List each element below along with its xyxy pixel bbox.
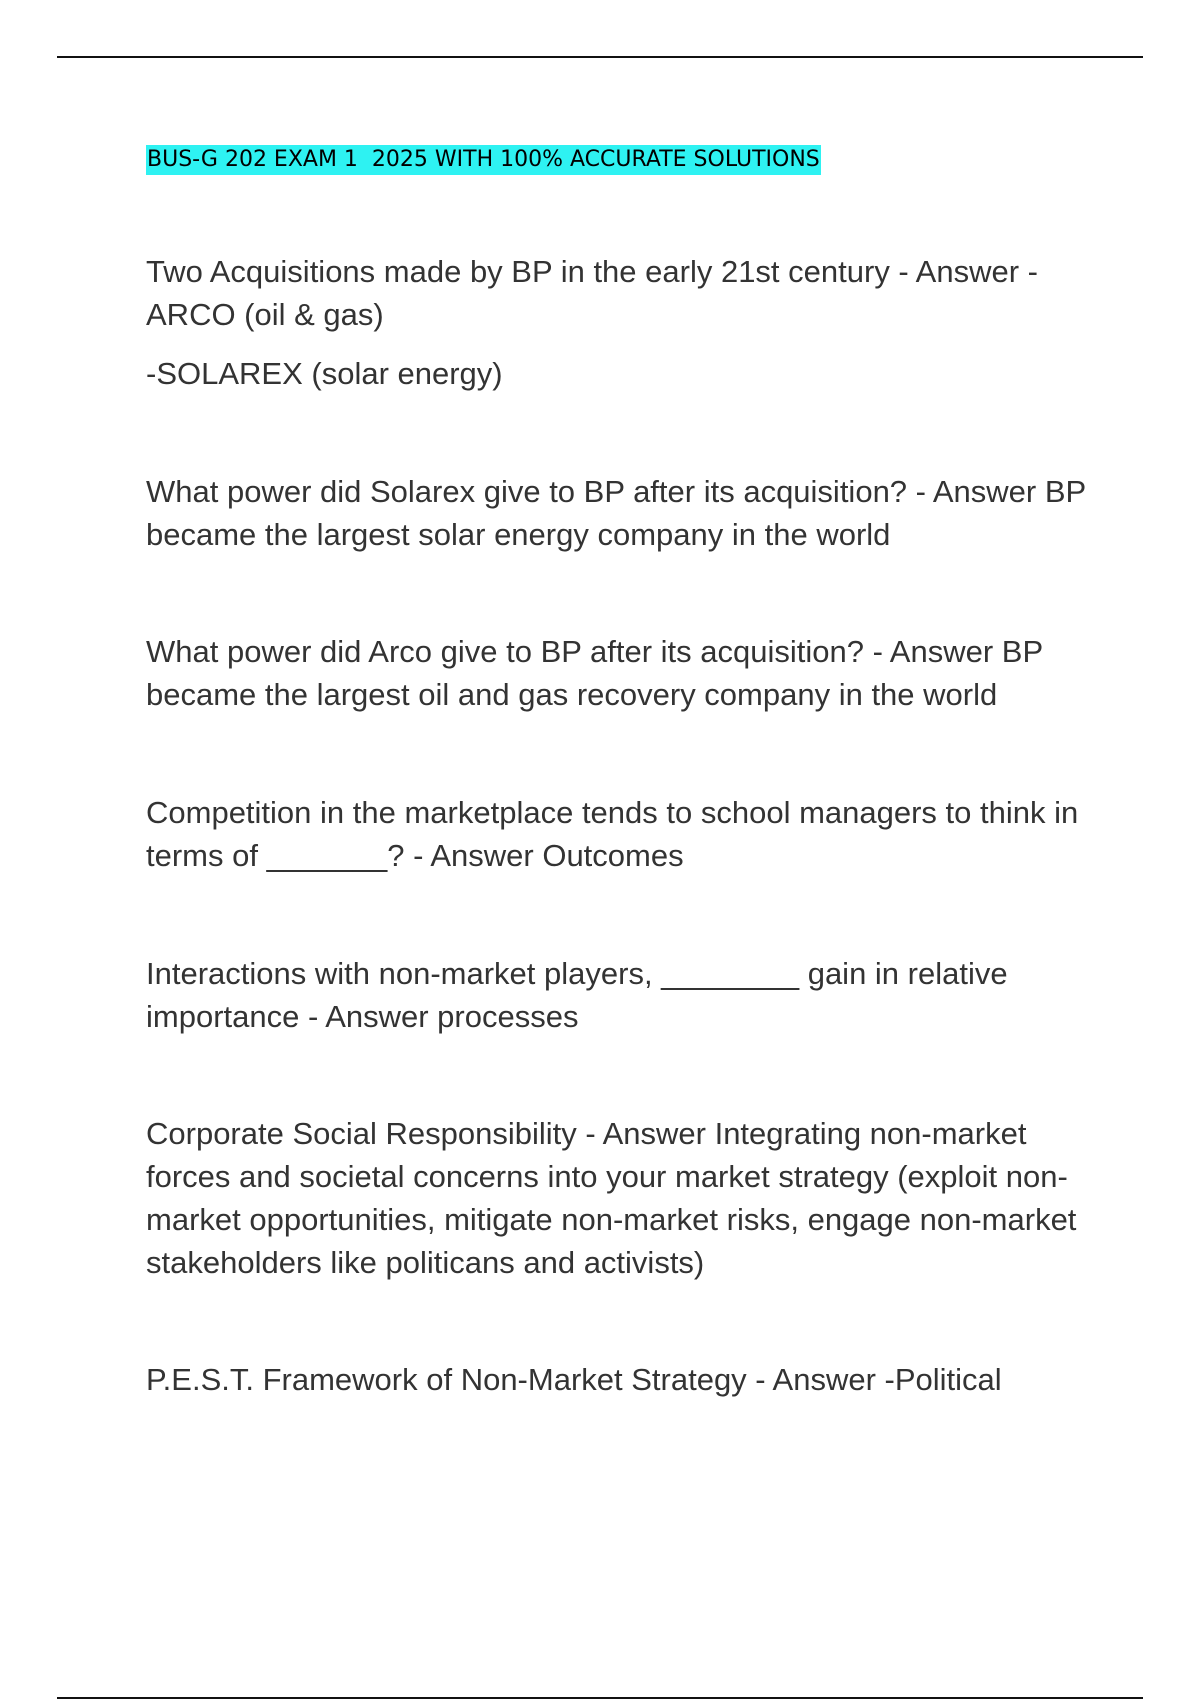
top-rule — [57, 56, 1143, 58]
qa-entry-text: Competition in the marketplace tends to school managers to think in terms of _______? - Answer Outcomes — [146, 795, 1079, 873]
qa-entry-6 — [146, 1112, 1106, 1284]
qa-entry-3 — [146, 630, 1106, 716]
qa-entry-text: What power did Arco give to BP after its acquisition? - Answer BP became the largest oil and gas recovery company in the world — [146, 634, 1043, 712]
qa-entry-text: P.E.S.T. Framework of Non-Market Strategy - Answer -Political — [146, 1362, 1002, 1397]
qa-entry-text: Interactions with non-market players, ________ gain in relative importance - Answer processes — [146, 956, 1008, 1034]
qa-entry-text: Corporate Social Responsibility - Answer Integrating non-market forces and societal concerns into your market strategy (exploit non-market opportunities, mitigate non-market risks, engage non-market stakeholders like politicans and activists) — [146, 1116, 1077, 1280]
qa-entry-5 — [146, 952, 1106, 1038]
title-block — [146, 145, 821, 175]
qa-entry-text: What power did Solarex give to BP after its acquisition? - Answer BP became the largest solar energy company in the world — [146, 474, 1086, 552]
qa-entry-7 — [146, 1358, 1106, 1401]
qa-entry-1 — [146, 250, 1106, 395]
qa-entry-4 — [146, 791, 1106, 877]
qa-entry-2 — [146, 470, 1106, 556]
bottom-rule — [57, 1697, 1143, 1699]
document-title: BUS-G 202 EXAM 1 2025 WITH 100% ACCURATE SOLUTIONS — [146, 145, 821, 175]
qa-entry-text: Two Acquisitions made by BP in the early 21st century - Answer - ARCO (oil & gas) — [146, 254, 1038, 332]
qa-entry-text: -SOLAREX (solar energy) — [146, 356, 503, 391]
